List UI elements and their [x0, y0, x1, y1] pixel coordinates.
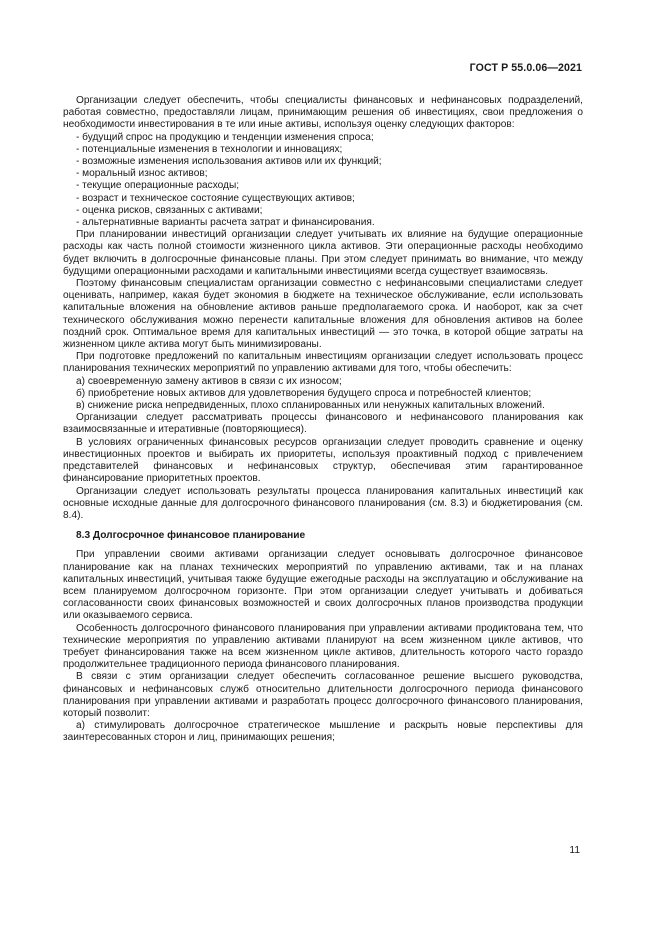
list-item-factor: - возможные изменения использования активов или их функций; — [76, 156, 382, 168]
list-item-ensure: б) приобретение новых активов для удовлетворения будущего спроса и потребностей клиентов; — [76, 387, 532, 399]
paragraph: Организации следует обеспечить, чтобы специалисты финансовых и нефинансовых подразделений, работая совместно, предоставляли лицам, принимающим решения об инвестициях, свои предложения о необходимости инвестирования в те или иные активы, используя оценку следующих факторов: — [63, 95, 583, 131]
document-code: ГОСТ Р 55.0.06—2021 — [469, 62, 582, 74]
list-item-factor: - потенциальные изменения в технологии и инновациях; — [76, 143, 343, 155]
list-item-factor: - возраст и техническое состояние существующих активов; — [76, 192, 355, 204]
paragraph: В связи с этим организации следует обеспечить согласованное решение высшего руководства, финансовых и нефинансовых служб относительно длительности долгосрочного периода финансового планирования при управлении активами и разработать процесс долгосрочного финансового планирования, который позволит: — [63, 671, 583, 719]
paragraph: Организации следует рассматривать процессы финансового и нефинансового планирования как взаимосвязанные и итеративные (повторяющиеся). — [63, 412, 583, 436]
list-item-factor: - моральный износ активов; — [76, 168, 208, 180]
paragraph: Поэтому финансовым специалистам организации совместно с нефинансовыми специалистами следует оценивать, например, какая будет экономия в бюджете на техническое обслуживание, если использовать капитальные вложения на обновление активов раньше предполагаемого срока. И наоборот, как за счет технического обслуживания можно перенести капитальные вложения для обновления активов на более поздний срок. Оптимальное время для капитальных инвестиций — это точка, в которой общие затраты на жизненном цикле актива могут быть минимизированы. — [63, 278, 583, 351]
page-content — [63, 95, 583, 745]
paragraph: При подготовке предложений по капитальным инвестициям организации следует использовать процесс планирования технических мероприятий по управлению активами для того, чтобы обеспечить: — [63, 351, 583, 375]
paragraph: При планировании инвестиций организации следует учитывать их влияние на будущие операционные расходы как часть полной стоимости жизненного цикла активов. Эти операционные расходы необходимо будет включить в долгосрочные финансовые планы. При этом следует принимать во внимание, что между будущими операционными расходами и капитальными инвестициями всегда существует взаимосвязь. — [63, 229, 583, 277]
list-item-factor: - текущие операционные расходы; — [76, 180, 240, 192]
paragraph: Организации следует использовать результаты процесса планирования капитальных инвестиций как основные исходные данные для долгосрочного финансового планирования (см. 8.3) и бюджетирования (см. 8.4). — [63, 485, 583, 521]
paragraph: Особенность долгосрочного финансового планирования при управлении активами продиктована тем, что технические мероприятия по управлению активами планируют на всем жизненном цикле активов, что требует финансирования также на всем жизненном цикле активов, длительность которого часто гораздо продолжительнее традиционного периода финансового планирования. — [63, 622, 583, 671]
paragraph: При управлении своими активами организации следует основывать долгосрочное финансовое планирование как на планах технических мероприятий по управлению активами, так и на планах капитальных инвестиций, учитывая также будущие ежегодные расходы на эксплуатацию и обслуживание на всем планируемом долгосрочном горизонте. При этом организации следует учитывать и добиваться согласованности своих финансовых возможностей и своих долгосрочных планов производства продукции или оказываемого сервиса. — [63, 549, 583, 622]
list-item-ensure: в) снижение риска непредвиденных, плохо спланированных или ненужных капитальных вложений. — [76, 400, 545, 412]
paragraph: В условиях ограниченных финансовых ресурсов организации следует проводить сравнение и оценку инвестиционных проектов и выбирать их приоритеты, используя проактивный подход с привлечением представителей финансовых и нефинансовых структур, обеспечивая этим гарантированное финансирование приоритетных проектов. — [63, 436, 583, 485]
list-item-goal: а) стимулировать долгосрочное стратегическое мышление и раскрыть новые перспективы для заинтересованных сторон и лиц, принимающих решения; — [63, 720, 583, 744]
section-heading: 8.3 Долгосрочное финансовое планирование — [76, 530, 306, 542]
list-item-factor: - будущий спрос на продукцию и тенденции изменения спроса; — [76, 131, 374, 143]
page-number: 11 — [569, 845, 580, 856]
list-item-factor: - альтернативные варианты расчета затрат и финансирования. — [76, 217, 375, 229]
list-item-ensure: а) своевременную замену активов в связи с их износом; — [76, 375, 342, 387]
list-item-factor: - оценка рисков, связанных с активами; — [76, 204, 263, 216]
